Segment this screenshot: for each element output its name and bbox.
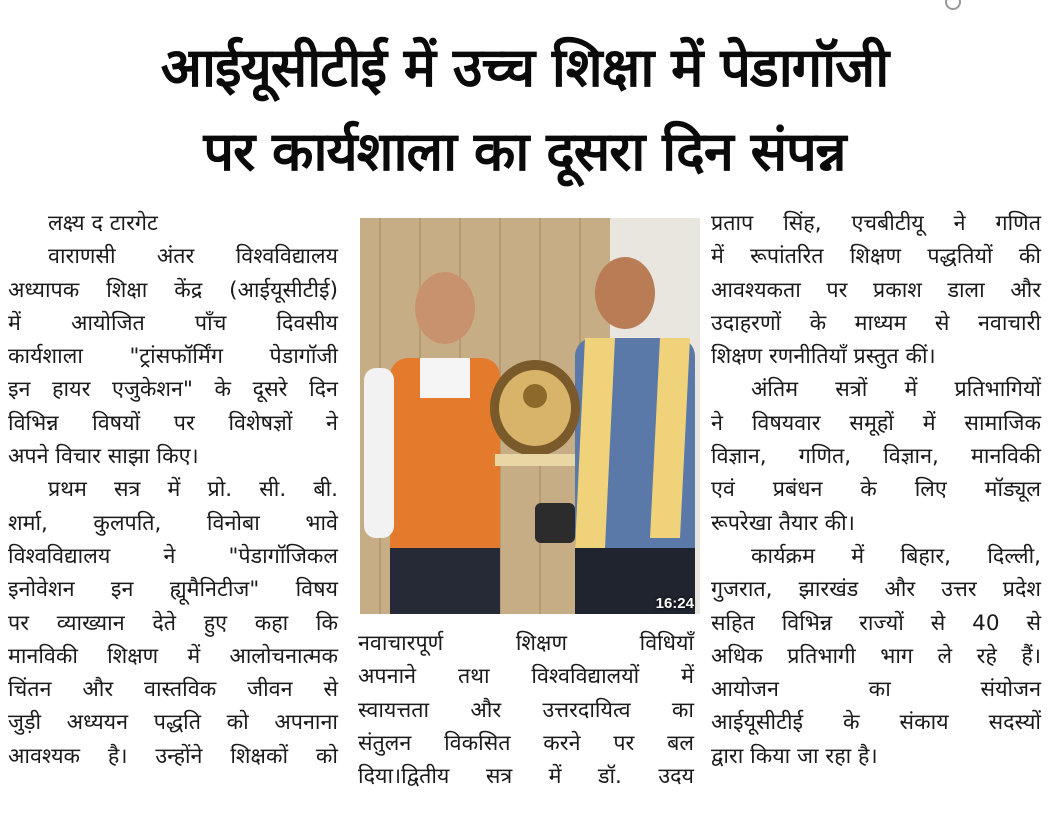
- text-line: आवश्यकता पर प्रकाश डाला और: [711, 277, 1041, 303]
- text-line: पर व्याख्यान देते हुए कहा कि: [8, 610, 338, 636]
- text-line: प्रताप सिंह, एचबीटीयू ने गणित: [711, 211, 1041, 236]
- text-line: अपनाने तथा विश्वविद्यालयों में: [358, 664, 694, 690]
- text-line: कार्यक्रम में बिहार, दिल्ली,: [751, 543, 1041, 569]
- text-line: में रूपांतरित शिक्षण पद्धतियों की: [711, 244, 1041, 270]
- text-line: शिक्षण रणनीतियाँ प्रस्तुत कीं।: [711, 344, 936, 370]
- text-line: आवश्यक है। उन्होंने शिक्षकों को: [8, 743, 338, 769]
- photo-illustration: [360, 218, 700, 614]
- text-line: स्वायत्तता और उत्तरदायित्व का: [358, 697, 694, 723]
- text-line: वाराणसी अंतर विश्वविद्यालय: [48, 244, 338, 270]
- article-column-1: [8, 207, 338, 773]
- text-line: शर्मा, कुलपति, विनोबा भावे: [8, 510, 338, 536]
- text-line: चिंतन और वास्तविक जीवन से: [8, 677, 338, 703]
- text-line: प्रथम सत्र में प्रो. सी. बी.: [48, 477, 338, 503]
- text-line: गुजरात, झारखंड और उत्तर प्रदेश: [711, 577, 1041, 603]
- text-line: इन हायर एजुकेशन" के दूसरे दिन: [8, 377, 338, 403]
- text-line: संतुलन विकसित करने पर बल: [358, 730, 694, 756]
- text-line: विश्वविद्यालय ने "पेडागॉजिकल: [8, 543, 338, 569]
- text-line: इनोवेशन इन ह्यूमैनिटीज" विषय: [8, 577, 338, 603]
- text-line: अधिक प्रतिभागी भाग ले रहे हैं।: [711, 643, 1041, 669]
- text-line: द्वारा किया जा रहा है।: [711, 743, 878, 769]
- text-line: एवं प्रबंधन के लिए मॉड्यूल: [711, 477, 1041, 503]
- text-line: मानविकी शिक्षण में आलोचनात्मक: [8, 643, 338, 669]
- page-edge-mark: [945, 0, 961, 10]
- article-photo: [360, 218, 700, 614]
- article-column-2: [358, 627, 694, 793]
- text-line: आईयूसीटीई के संकाय सदस्यों: [711, 710, 1041, 736]
- text-line: उदाहरणों के माध्यम से नवाचारी: [711, 310, 1041, 336]
- text-line: विज्ञान, गणित, विज्ञान, मानविकी: [711, 444, 1041, 470]
- text-line: विभिन्न विषयों पर विशेषज्ञों ने: [8, 410, 338, 436]
- headline-line-1: आईयूसीटीई में उच्च शिक्षा में पेडागॉजी: [160, 36, 889, 99]
- text-line: अपने विचार साझा किए।: [8, 444, 199, 470]
- text-line: नवाचारपूर्ण शिक्षण विधियाँ: [358, 631, 694, 656]
- video-timestamp: 16:24: [655, 595, 694, 612]
- article-column-3: [711, 207, 1041, 773]
- text-line: ने विषयवार समूहों में सामाजिक: [711, 410, 1041, 436]
- text-line: सहित विभिन्न राज्यों से 40 से: [711, 610, 1041, 636]
- byline: लक्ष्य द टारगेट: [48, 211, 158, 236]
- headline-line-2: पर कार्यशाला का दूसरा दिन संपन्न: [203, 120, 846, 183]
- text-line: अध्यापक शिक्षा केंद्र (आईयूसीटीई): [8, 277, 338, 303]
- text-line: आयोजन का संयोजन: [711, 677, 1041, 703]
- text-line: रूपरेखा तैयार की।: [711, 510, 855, 536]
- text-line: कार्यशाला "ट्रांसफॉर्मिंग पेडागॉजी: [8, 344, 338, 370]
- text-line: अंतिम सत्रों में प्रतिभागियों: [751, 377, 1041, 403]
- text-line: जुड़ी अध्ययन पद्धति को अपनाना: [8, 710, 338, 736]
- text-line: में आयोजित पाँच दिवसीय: [8, 310, 338, 336]
- text-line: दिया।द्वितीय सत्र में डॉ. उदय: [358, 764, 694, 790]
